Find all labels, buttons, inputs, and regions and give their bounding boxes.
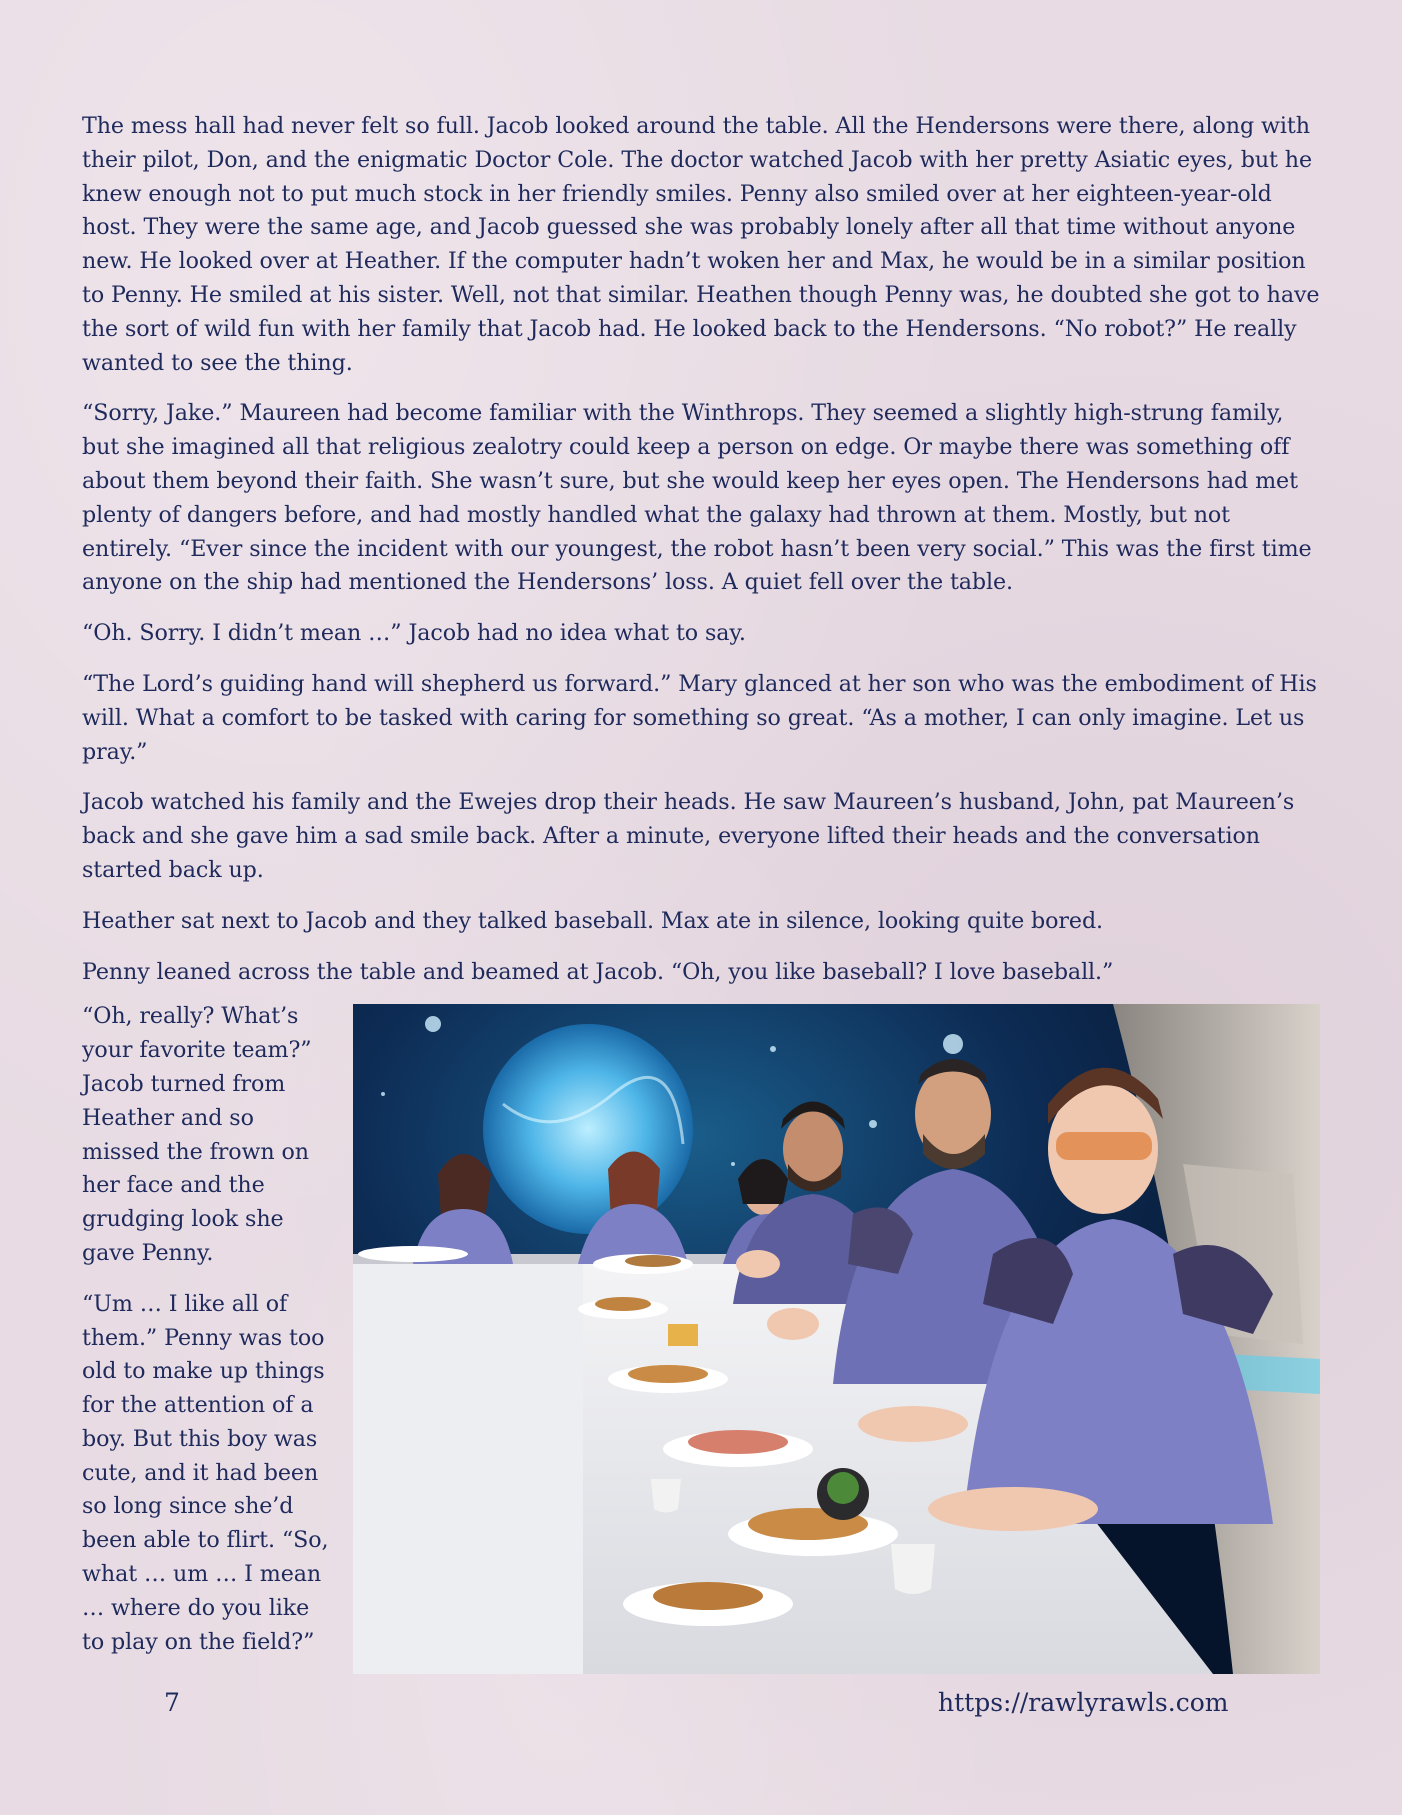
side-paragraph: “Oh, really? What’s your favorite team?” Jacob turned from Heather and so missed the frown on her face and the grudging look she gave Penny.	[82, 1003, 312, 1266]
page-number: 7	[164, 1688, 180, 1717]
coffee-cup	[651, 1479, 681, 1513]
story-paragraph: “Sorry, Jake.” Maureen had become familiar with the Winthrops. They seemed a slightly high-strung family, but she imagined all that religious zealotry could keep a person on edge. Or maybe there was something off about them beyond their faith. She wasn’t sure, but she would keep her eyes open. The Hendersons had met plenty of dangers before, and had mostly handled what the galaxy had thrown at them. Mostly, but not entirely. “Ever since the incident with our youngest, the robot hasn’t been very social.” This was the first time anyone on the ship had mentioned the Hendersons’ loss. A quiet fell over the table.	[82, 400, 1312, 596]
side-column	[82, 1000, 334, 1676]
mess-hall-illustration	[353, 1004, 1320, 1674]
illustration-svg	[353, 1004, 1320, 1674]
sunglasses	[1056, 1132, 1152, 1160]
page-content	[82, 110, 1322, 1670]
story-paragraph: Heather sat next to Jacob and they talked baseball. Max ate in silence, looking quite bored.	[82, 907, 1104, 934]
footer-url[interactable]: https://rawlyrawls.com	[938, 1688, 1229, 1717]
story-paragraph: Jacob watched his family and the Ewejes drop their heads. He saw Maureen’s husband, John, pat Maureen’s back and she gave him a sad smile back. After a minute, everyone lifted their heads and the conversation started back up.	[82, 789, 1295, 883]
coffee-cup	[891, 1544, 935, 1594]
story-paragraph: Penny leaned across the table and beamed at Jacob. “Oh, you like baseball? I love baseball.”	[82, 958, 1114, 985]
story-paragraph: “Oh. Sorry. I didn’t mean …” Jacob had no idea what to say.	[82, 620, 746, 647]
story-paragraph: The mess hall had never felt so full. Jacob looked around the table. All the Hendersons were there, along with their pilot, Don, and the enigmatic Doctor Cole. The doctor watched Jacob with her pretty Asiatic eyes, but he knew enough not to put much stock in her friendly smiles. Penny also smiled over at her eighteen-year-old host. They were the same age, and Jacob guessed she was probably lonely after all that time without anyone new. He looked over at Heather. If the computer hadn’t woken her and Max, he would be in a similar position to Penny. He smiled at his sister. Well, not that similar. Heathen though Penny was, he doubted she got to have the sort of wild fun with her family that Jacob had. He looked back to the Hendersons. “No robot?” He really wanted to see the thing.	[82, 113, 1320, 376]
planet	[483, 1024, 693, 1234]
table-end	[353, 1259, 583, 1674]
story-paragraph: “The Lord’s guiding hand will shepherd us forward.” Mary glanced at her son who was the embodiment of His will. What a comfort to be tasked with caring for something so great. “As a mother, I can only imagine. Let us pray.”	[82, 670, 1317, 765]
text-image-section	[82, 1000, 1322, 1670]
side-paragraph: “Um … I like all of them.” Penny was too old to make up things for the attention of a boy. But this boy was cute, and it had been so long since she’d been able to flirt. “So, what … um … I mean … where do you like to play on the field?”	[82, 1290, 329, 1655]
